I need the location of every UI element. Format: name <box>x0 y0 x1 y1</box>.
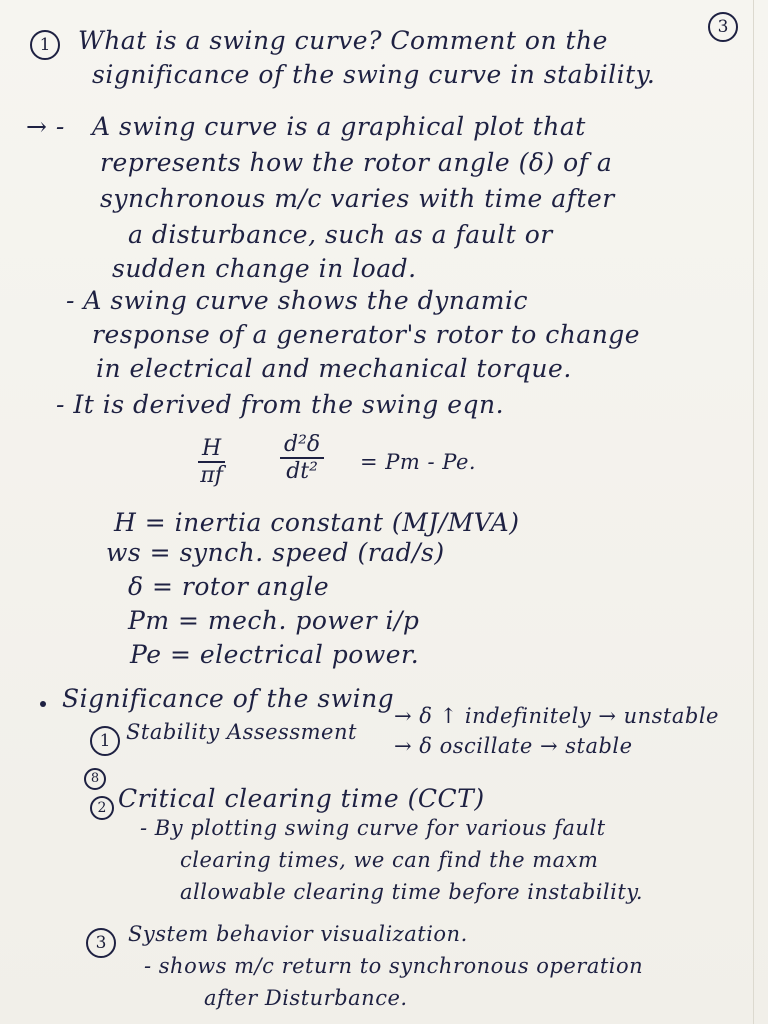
item3-line-1: - shows m/c return to synchronous operation <box>144 954 644 978</box>
item1-label: Stability Assessment <box>126 720 357 744</box>
answer-p2-line-1: - A swing curve shows the dynamic <box>66 286 528 315</box>
answer-p1-line-5: sudden change in load. <box>112 254 417 283</box>
answer-p1-line-3: synchronous m/c varies with time after <box>100 184 615 213</box>
answer-p1-line-1: A swing curve is a graphical plot that <box>92 112 586 141</box>
equation-frac1-numerator: H <box>198 436 225 463</box>
answer-p3: - It is derived from the swing eqn. <box>56 390 505 419</box>
definition-elec-power: Pe = electrical power. <box>130 640 420 669</box>
equation-frac2-denominator: dt² <box>286 459 318 484</box>
item3-line-2: after Disturbance. <box>204 986 408 1010</box>
item2-line-3: allowable clearing time before instability. <box>180 880 644 904</box>
question-line-1: What is a swing curve? Comment on the <box>78 26 608 55</box>
page-edge <box>753 0 754 1024</box>
equation-fraction-derivative <box>280 432 324 484</box>
definition-mech-power: Pm = mech. power i/p <box>128 606 420 635</box>
item3-number: 3 <box>86 928 116 958</box>
answer-p2-line-2: response of a generator's rotor to change <box>92 320 641 349</box>
answer-p2-line-3: in electrical and mechanical torque. <box>96 354 572 383</box>
equation-frac1-denominator: πf <box>200 463 223 488</box>
equation-frac2-numerator: d²δ <box>280 432 324 459</box>
item1-unstable: → δ ↑ indefinitely → unstable <box>394 704 719 728</box>
bullet-dot <box>40 701 46 707</box>
answer-p1-line-2: represents how the rotor angle (δ) of a <box>100 148 613 177</box>
equation-rhs: = Pm - Pe. <box>360 450 477 474</box>
page-number: 3 <box>708 12 738 42</box>
answer-arrow: → - <box>26 112 65 141</box>
significance-heading: Significance of the swing <box>62 684 395 713</box>
item2-line-2: clearing times, we can find the maxm <box>180 848 599 872</box>
item1-number: 1 <box>90 726 120 756</box>
definition-inertia: H = inertia constant (MJ/MVA) <box>114 508 520 537</box>
item3-label: System behavior visualization. <box>128 922 468 946</box>
question-line-2: significance of the swing curve in stability. <box>92 60 656 89</box>
answer-p1-line-4: a disturbance, such as a fault or <box>128 220 553 249</box>
item1-stable: → δ oscillate → stable <box>394 734 633 758</box>
crossed-number: 8 <box>84 768 106 790</box>
definition-synch-speed: ws = synch. speed (rad/s) <box>106 538 445 567</box>
equation-fraction-inertia <box>198 436 225 488</box>
definition-rotor-angle: δ = rotor angle <box>128 572 330 601</box>
question-number: 1 <box>30 30 60 60</box>
item2-number: 2 <box>90 796 114 820</box>
item2-label: Critical clearing time (CCT) <box>118 784 485 813</box>
item2-line-1: - By plotting swing curve for various fault <box>140 816 606 840</box>
